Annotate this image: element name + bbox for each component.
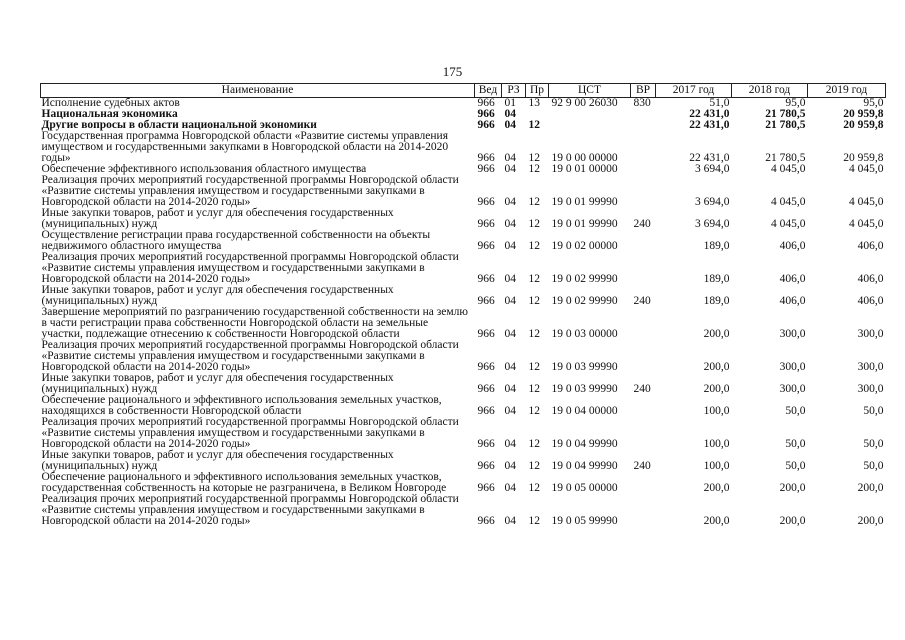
row-vr: 240 (633, 218, 651, 230)
row-2018: 406,0 (779, 295, 806, 307)
row-cst: 19 0 03 99990 (551, 383, 618, 395)
row-pr: 12 (528, 152, 540, 164)
row-vr (631, 395, 656, 417)
row-rz: 04 (504, 218, 516, 230)
table-row (41, 285, 886, 307)
header-vr: ВР (631, 84, 656, 98)
row-2017: 3 694,0 (695, 218, 730, 230)
budget-table (40, 83, 886, 527)
row-rz: 04 (504, 163, 516, 175)
table-row (41, 494, 886, 527)
row-cst: 19 0 02 99990 (551, 295, 618, 307)
row-name: Реализация прочих мероприятий государственной программы Новгородской области «Развитие системы управления имуществом и государственными закупками в Новгородской области на 2014-2020 годы» (41, 416, 459, 450)
row-cst: 19 0 04 00000 (551, 405, 618, 417)
row-name: Реализация прочих мероприятий государственной программы Новгородской области «Развитие системы управления имуществом и государственными закупками в Новгородской области на 2014-2020 годы» (41, 174, 459, 208)
row-ved: 966 (477, 361, 495, 373)
row-vr (631, 472, 656, 494)
row-vr: 240 (633, 295, 651, 307)
row-ved: 966 (477, 328, 495, 340)
row-vr (631, 307, 656, 340)
row-2017: 100,0 (703, 405, 730, 417)
row-2017: 200,0 (703, 328, 730, 340)
table-row (41, 252, 886, 285)
row-pr: 12 (528, 460, 540, 472)
row-name: Иные закупки товаров, работ и услуг для обеспечения государственных (муниципальных) нужд (41, 372, 394, 395)
row-rz: 04 (504, 273, 516, 285)
row-vr (631, 230, 656, 252)
row-2017: 200,0 (703, 515, 730, 527)
table-row (41, 175, 886, 208)
row-rz: 04 (504, 240, 516, 252)
row-cst: 19 0 03 00000 (551, 328, 618, 340)
row-cst: 19 0 04 99990 (551, 438, 618, 450)
row-pr: 12 (528, 361, 540, 373)
row-2018: 300,0 (779, 361, 806, 373)
row-2017: 200,0 (703, 482, 730, 494)
row-pr: 12 (528, 328, 540, 340)
header-pr: Пр (526, 84, 549, 98)
row-pr: 12 (528, 383, 540, 395)
row-2019: 20 959,8 (843, 108, 884, 120)
row-vr (631, 175, 656, 208)
row-pr: 12 (528, 515, 540, 527)
row-vr (631, 109, 656, 120)
row-2019: 20 959,8 (843, 152, 884, 164)
row-ved: 966 (477, 240, 495, 252)
row-rz: 04 (504, 152, 516, 164)
row-2017: 22 431,0 (689, 152, 730, 164)
header-2017: 2017 год (656, 84, 732, 98)
row-2019: 300,0 (857, 383, 884, 395)
row-2017: 22 431,0 (689, 108, 730, 120)
header-2018: 2018 год (732, 84, 808, 98)
table-row (41, 373, 886, 395)
row-cst: 19 0 04 99990 (551, 460, 618, 472)
row-name: Иные закупки товаров, работ и услуг для обеспечения государственных (муниципальных) нужд (41, 449, 394, 472)
row-name: Национальная экономика (41, 108, 178, 120)
row-2019: 406,0 (857, 295, 884, 307)
table-body (41, 98, 886, 528)
row-vr: 830 (633, 97, 651, 109)
row-ved: 966 (477, 97, 495, 109)
row-vr (631, 340, 656, 373)
row-rz: 04 (504, 383, 516, 395)
row-2017: 189,0 (703, 273, 730, 285)
row-2019: 300,0 (857, 328, 884, 340)
row-rz: 04 (504, 328, 516, 340)
row-name: Иные закупки товаров, работ и услуг для обеспечения государственных (муниципальных) нужд (41, 207, 394, 230)
row-2019: 200,0 (857, 515, 884, 527)
row-2019: 300,0 (857, 361, 884, 373)
row-2017: 51,0 (709, 97, 730, 109)
row-ved: 966 (477, 383, 495, 395)
table-row (41, 208, 886, 230)
row-2018: 406,0 (779, 273, 806, 285)
row-ved: 966 (477, 405, 495, 417)
row-name: Обеспечение эффективного использования областного имущества (41, 163, 367, 175)
row-cst: 19 0 02 00000 (551, 240, 618, 252)
row-2018: 4 045,0 (771, 196, 806, 208)
row-pr: 12 (528, 240, 540, 252)
row-pr: 13 (528, 97, 540, 109)
row-ved: 966 (477, 438, 495, 450)
row-pr: 12 (528, 119, 540, 131)
row-name: Обеспечение рационального и эффективного использования земельных участков, государственная собственность на которые не разграничена, в Великом Новгороде (41, 471, 447, 494)
row-2018: 50,0 (785, 438, 806, 450)
row-rz: 01 (504, 97, 516, 109)
row-vr (631, 494, 656, 527)
table-header (41, 84, 886, 98)
row-rz: 04 (504, 295, 516, 307)
row-2019: 95,0 (863, 97, 884, 109)
row-vr (631, 164, 656, 175)
row-2019: 50,0 (863, 460, 884, 472)
row-2018: 4 045,0 (771, 218, 806, 230)
table-row (41, 230, 886, 252)
row-pr: 12 (528, 218, 540, 230)
row-pr: 12 (528, 273, 540, 285)
header-ved: Вед (475, 84, 502, 98)
row-vr: 240 (633, 460, 651, 472)
row-cst: 19 0 00 00000 (551, 152, 618, 164)
row-vr (631, 417, 656, 450)
row-2018: 4 045,0 (771, 163, 806, 175)
row-2019: 4 045,0 (849, 218, 884, 230)
row-rz: 04 (504, 482, 516, 494)
row-2018: 21 780,5 (765, 152, 806, 164)
row-cst: 19 0 01 99990 (551, 218, 618, 230)
row-2019: 200,0 (857, 482, 884, 494)
row-vr (631, 120, 656, 131)
row-cst (549, 120, 631, 131)
row-rz: 04 (504, 108, 516, 120)
row-cst: 19 0 03 99990 (551, 361, 618, 373)
row-pr: 12 (528, 405, 540, 417)
row-cst: 19 0 05 00000 (551, 482, 618, 494)
row-pr: 12 (528, 438, 540, 450)
row-2017: 189,0 (703, 240, 730, 252)
row-name: Реализация прочих мероприятий государственной программы Новгородской области «Развитие системы управления имуществом и государственными закупками в Новгородской области на 2014-2020 годы» (41, 493, 459, 527)
row-2019: 406,0 (857, 240, 884, 252)
row-name: Иные закупки товаров, работ и услуг для обеспечения государственных (муниципальных) нужд (41, 284, 394, 307)
row-ved: 966 (477, 482, 495, 494)
row-2019: 20 959,8 (843, 119, 884, 131)
row-2018: 300,0 (779, 328, 806, 340)
row-2017: 22 431,0 (689, 119, 730, 131)
row-cst: 92 9 00 26030 (551, 97, 618, 109)
row-name: Реализация прочих мероприятий государственной программы Новгородской области «Развитие системы управления имуществом и государственными закупками в Новгородской области на 2014-2020 годы» (41, 251, 459, 285)
row-ved: 966 (477, 108, 495, 120)
row-ved: 966 (477, 515, 495, 527)
table-row (41, 395, 886, 417)
table-row (41, 417, 886, 450)
row-vr: 240 (633, 383, 651, 395)
row-pr: 12 (528, 163, 540, 175)
row-name: Реализация прочих мероприятий государственной программы Новгородской области «Развитие системы управления имуществом и государственными закупками в Новгородской области на 2014-2020 годы» (41, 339, 459, 373)
row-ved: 966 (477, 119, 495, 131)
row-2018: 200,0 (779, 515, 806, 527)
row-2019: 50,0 (863, 438, 884, 450)
row-ved: 966 (477, 218, 495, 230)
row-rz: 04 (504, 361, 516, 373)
row-ved: 966 (477, 460, 495, 472)
row-2019: 406,0 (857, 273, 884, 285)
row-cst: 19 0 01 00000 (551, 163, 618, 175)
row-rz: 04 (504, 405, 516, 417)
table-row (41, 472, 886, 494)
row-2017: 3 694,0 (695, 163, 730, 175)
row-vr (631, 252, 656, 285)
table-row (41, 450, 886, 472)
row-2017: 200,0 (703, 361, 730, 373)
row-name: Исполнение судебных актов (41, 97, 180, 109)
row-cst: 19 0 01 99990 (551, 196, 618, 208)
row-pr: 12 (528, 295, 540, 307)
row-vr (631, 131, 656, 164)
row-2017: 3 694,0 (695, 196, 730, 208)
row-name: Государственная программа Новгородской области «Развитие системы управления имуществом и государственными закупками в Новгородской области на 2014-2020 годы» (41, 130, 449, 164)
header-name: Наименование (41, 84, 475, 98)
row-2018: 50,0 (785, 405, 806, 417)
row-rz: 04 (504, 515, 516, 527)
table-row (41, 307, 886, 340)
row-rz: 04 (504, 196, 516, 208)
row-name: Обеспечение рационального и эффективного использования земельных участков, находящихся в собственности Новгородской области (41, 394, 442, 417)
row-name: Завершение мероприятий по разграничению государственной собственности на землю в части регистрации права собственности Новгородской области на земельные участки, подлежащие отнесению к собственности Новгородской области (41, 306, 469, 340)
row-name: Другие вопросы в области национальной экономики (41, 119, 317, 131)
row-cst: 19 0 05 99990 (551, 515, 618, 527)
row-cst: 19 0 02 99990 (551, 273, 618, 285)
row-2018: 50,0 (785, 460, 806, 472)
row-2018: 200,0 (779, 482, 806, 494)
row-2017: 189,0 (703, 295, 730, 307)
row-2017: 100,0 (703, 460, 730, 472)
header-2019: 2019 год (808, 84, 886, 98)
row-2018: 406,0 (779, 240, 806, 252)
row-2019: 50,0 (863, 405, 884, 417)
row-2017: 100,0 (703, 438, 730, 450)
row-rz: 04 (504, 119, 516, 131)
row-2018: 21 780,5 (765, 108, 806, 120)
row-ved: 966 (477, 196, 495, 208)
row-cst (549, 109, 631, 120)
row-2017: 200,0 (703, 383, 730, 395)
header-rz: РЗ (502, 84, 526, 98)
table-row (41, 340, 886, 373)
row-2018: 21 780,5 (765, 119, 806, 131)
row-2018: 95,0 (785, 97, 806, 109)
row-rz: 04 (504, 460, 516, 472)
row-name: Осуществление регистрации права государственной собственности на объекты недвижимого областного имущества (41, 229, 431, 252)
row-2019: 4 045,0 (849, 163, 884, 175)
row-ved: 966 (477, 163, 495, 175)
page-number: 175 (442, 64, 463, 79)
header-cst: ЦСТ (549, 84, 631, 98)
row-ved: 966 (477, 152, 495, 164)
table-row (41, 131, 886, 164)
row-ved: 966 (477, 295, 495, 307)
row-pr: 12 (528, 482, 540, 494)
row-ved: 966 (477, 273, 495, 285)
row-pr: 12 (528, 196, 540, 208)
row-2019: 4 045,0 (849, 196, 884, 208)
row-2018: 300,0 (779, 383, 806, 395)
row-rz: 04 (504, 438, 516, 450)
